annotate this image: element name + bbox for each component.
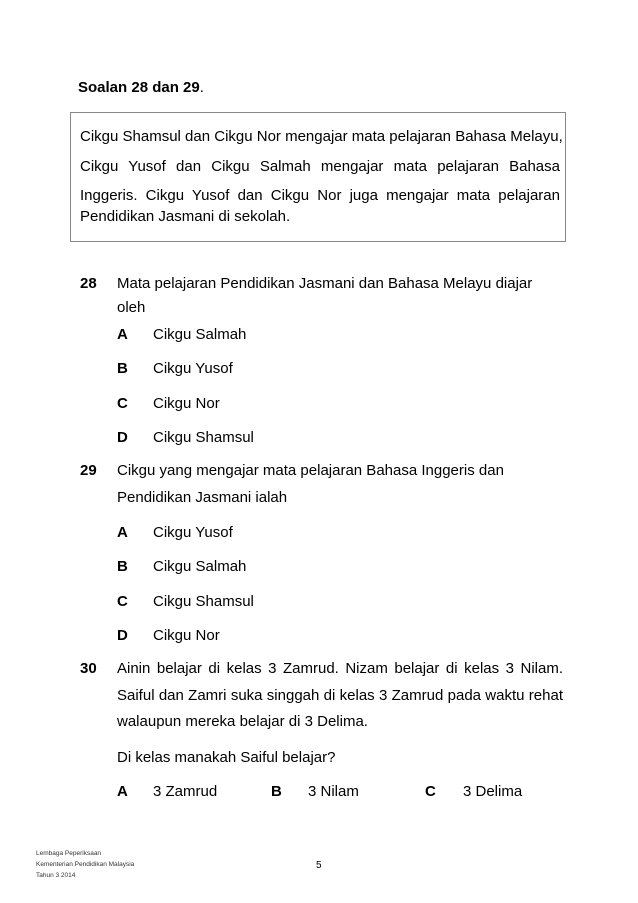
question-text: Saiful dan Zamri suka singgah di kelas 3 Zamrud pada waktu rehat [117, 687, 563, 704]
option-letter: D [117, 429, 128, 446]
option-text: Cikgu Nor [153, 627, 220, 644]
option-letter: C [117, 593, 128, 610]
question-text: oleh [117, 299, 146, 316]
option-text: Cikgu Nor [153, 395, 220, 412]
passage-line: Cikgu Yusof dan Cikgu Salmah mengajar mata pelajaran Bahasa [80, 158, 560, 175]
passage-line: Inggeris. Cikgu Yusof dan Cikgu Nor juga mengajar mata pelajaran [80, 187, 560, 204]
passage-line: Pendidikan Jasmani di sekolah. [80, 208, 291, 225]
question-number: 29 [80, 462, 97, 479]
option-letter: A [117, 783, 128, 800]
option-letter: B [117, 360, 128, 377]
footer-line: Lembaga Peperiksaan [36, 850, 102, 857]
passage-line: Cikgu Shamsul dan Cikgu Nor mengajar mata pelajaran Bahasa Melayu, [80, 128, 563, 145]
option-text: Cikgu Salmah [153, 326, 247, 343]
question-prompt: Di kelas manakah Saiful belajar? [117, 749, 336, 766]
option-text: Cikgu Yusof [153, 360, 233, 377]
section-heading: Soalan 28 dan 29. [78, 79, 204, 96]
question-number: 28 [80, 275, 97, 292]
question-text: Cikgu yang mengajar mata pelajaran Bahasa Inggeris dan [117, 462, 504, 479]
option-text: Cikgu Shamsul [153, 429, 254, 446]
option-text: Cikgu Yusof [153, 524, 233, 541]
option-letter: B [117, 558, 128, 575]
option-text: Cikgu Shamsul [153, 593, 254, 610]
option-letter: B [271, 783, 282, 800]
option-letter: A [117, 524, 128, 541]
option-letter: A [117, 326, 128, 343]
option-letter: D [117, 627, 128, 644]
question-text: Ainin belajar di kelas 3 Zamrud. Nizam belajar di kelas 3 Nilam. [117, 660, 563, 677]
option-text: 3 Zamrud [153, 783, 218, 800]
question-text: Mata pelajaran Pendidikan Jasmani dan Bahasa Melayu diajar [117, 275, 533, 292]
footer-line: Kementerian Pendidikan Malaysia [36, 861, 135, 868]
footer-line: Tahun 3 2014 [36, 872, 76, 879]
option-letter: C [117, 395, 128, 412]
option-text: 3 Nilam [308, 783, 359, 800]
option-text: 3 Delima [463, 783, 523, 800]
question-text: walaupun mereka belajar di 3 Delima. [117, 713, 368, 730]
question-text: Pendidikan Jasmani ialah [117, 489, 288, 506]
page-number: 5 [316, 860, 322, 871]
question-number: 30 [80, 660, 97, 677]
option-letter: C [425, 783, 436, 800]
option-text: Cikgu Salmah [153, 558, 247, 575]
